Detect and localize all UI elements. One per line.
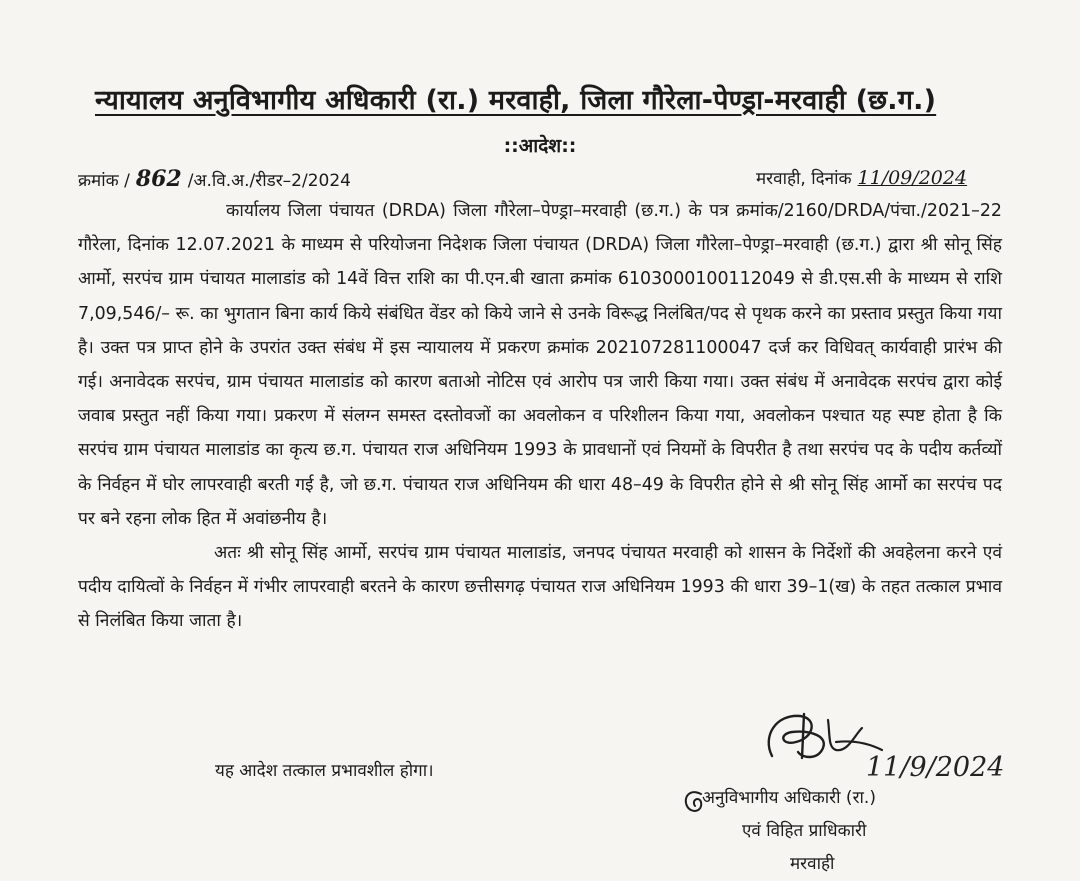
effective-statement: यह आदेश तत्काल प्रभावशील होगा। bbox=[215, 761, 434, 781]
order-heading: ::आदेश:: bbox=[503, 135, 577, 157]
court-title: न्यायालय अनुविभागीय अधिकारी (रा.) मरवाही, जिला गौरेला-पेण्ड्रा-मरवाही (छ.ग.) bbox=[95, 85, 937, 116]
signatory-authority: एवं विहित प्राधिकारी bbox=[742, 821, 867, 841]
reference-number bbox=[78, 166, 351, 192]
signatory-location: मरवाही bbox=[790, 854, 835, 874]
signature-date: 11/9/2024 bbox=[866, 752, 1005, 783]
signatory-designation: अनुविभागीय अधिकारी (रा.) bbox=[702, 788, 876, 808]
date-label: मरवाही, दिनांक bbox=[756, 169, 852, 189]
body-paragraph-1: कार्यालय जिला पंचायत (DRDA) जिला गौरेला–पेण्ड्रा–मरवाही (छ.ग.) के पत्र क्रमांक/2160/DRDA/पंचा./2021–22 गौरेला, दिनांक 12.07.2021 के माध्यम से परियोजना निदेशक जिला पंचायत (DRDA) जिला गौरेला–पेण्ड्रा–मरवाही (छ.ग.) द्वारा श्री सोनू सिंह आर्मो, सरपंच ग्राम पंचायत मालाडांड को 14वें वित्त राशि का पी.एन.बी खाता क्रमांक 6103000100112049 से डी.एस.सी के माध्यम से राशि 7,09,546/– रू. का भुगतान बिना कार्य किये संबंधित वेंडर को किये जाने से उनके विरूद्ध निलंबित/पद से पृथक करने का प्रस्ताव प्रस्तुत किया गया है। उक्त पत्र प्राप्त होने के उपरांत उक्त संबंध में इस न्यायालय में प्रकरण क्रमांक 202107281100047 दर्ज कर विधिवत् कार्यवाही प्रारंभ की गई। अनावेदक सरपंच, ग्राम पंचायत मालाडांड को कारण बताओ नोटिस एवं आरोप पत्र जारी किया गया। उक्त संबंध में अनावेदक सरपंच द्वारा कोई जवाब प्रस्तुत नहीं किया गया। प्रकरण में संलग्न समस्त दस्तोवजों का अवलोकन व परिशीलन किया गया, अवलोकन पश्चात यह स्पष्ट होता है कि सरपंच ग्राम पंचायत मालाडांड का कृत्य छ.ग. पंचायत राज अधिनियम 1993 के प्रावधानों एवं नियमों के विपरीत है तथा सरपंच पद के पदीय कर्तव्यों के निर्वहन में घोर लापरवाही बरती गई है, जो छ.ग. पंचायत राज अधिनियम की धारा 48–49 के विपरीत होने से श्री सोनू सिंह आर्मो का सरपंच पद पर बने रहना लोक हित में अवांछनीय है। bbox=[78, 201, 1002, 529]
body-paragraph-2: अतः श्री सोनू सिंह आर्मो, सरपंच ग्राम पंचायत मालाडांड, जनपद पंचायत मरवाही को शासन के निर्देशों की अवहेलना करने एवं पदीय दायित्वों के निर्वहन में गंभीर लापरवाही बरतने के कारण छत्तीसगढ़ पंचायत राज अधिनियम 1993 की धारा 39–1(ख) के तहत तत्काल प्रभाव से निलंबित किया जाता है। bbox=[78, 543, 1002, 632]
reference-prefix: क्रमांक / bbox=[78, 171, 130, 191]
reference-suffix: /अ.वि.अ./रीडर–2/2024 bbox=[187, 171, 351, 191]
reference-handwritten-number: 862 bbox=[135, 166, 182, 192]
signatory-block bbox=[702, 782, 876, 881]
order-date bbox=[756, 166, 967, 189]
order-body bbox=[78, 194, 1002, 639]
date-handwritten-value: 11/09/2024 bbox=[857, 167, 968, 189]
